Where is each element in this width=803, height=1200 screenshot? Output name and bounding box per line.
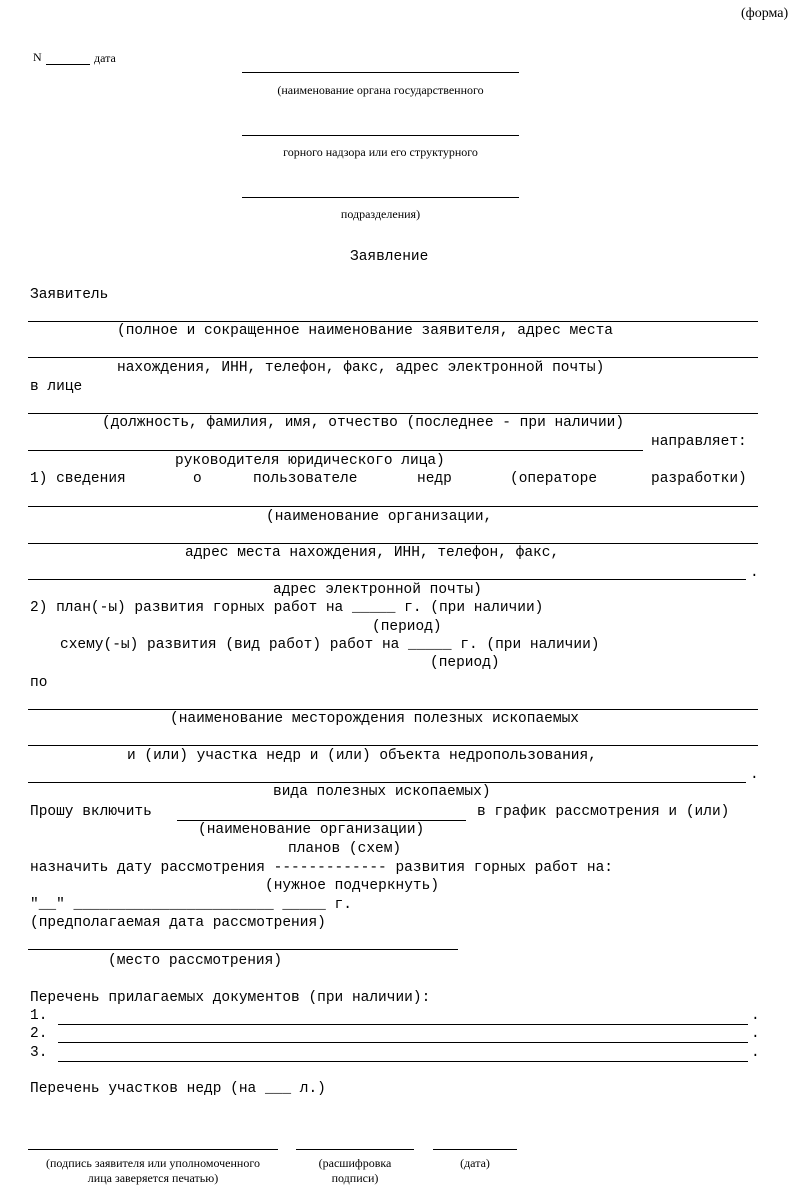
deposit-caption-3: вида полезных ископаемых)	[273, 784, 491, 800]
item1-word-1: 1) сведения	[30, 471, 126, 487]
deposit-line-2[interactable]	[28, 745, 758, 746]
by-label: по	[30, 675, 48, 691]
include-org-caption: (наименование организации)	[198, 822, 425, 838]
signature-caption-1: (подпись заявителя или уполномоченного	[46, 1156, 260, 1170]
documents-heading: Перечень прилагаемых документов (при наличии):	[30, 990, 431, 1006]
include-org-line[interactable]	[177, 820, 466, 821]
authority-line-2[interactable]	[242, 135, 519, 136]
item1-word-3: пользователе	[253, 471, 358, 487]
form-label: (форма)	[741, 6, 789, 21]
representative-line[interactable]	[28, 413, 758, 414]
authority-caption-3: подразделения)	[340, 207, 421, 221]
authority-caption-1: (наименование органа государственного	[277, 83, 484, 97]
document-item-3-line[interactable]	[58, 1061, 748, 1062]
applicant-caption-3: (должность, фамилия, имя, отчество (последнее - при наличии)	[102, 415, 625, 431]
document-item-1-number: 1.	[30, 1008, 48, 1024]
document-item-2-period: .	[751, 1026, 760, 1042]
item1-line-3[interactable]	[28, 579, 746, 580]
head-line[interactable]	[28, 450, 643, 451]
signature-caption-2: лица заверяется печатью)	[87, 1171, 219, 1185]
item1-word-2: о	[193, 471, 202, 487]
item1-word-6: разработки)	[651, 471, 747, 487]
deposit-line-3[interactable]	[28, 782, 746, 783]
deposit-caption-1: (наименование месторождения полезных ископаемых	[170, 711, 579, 727]
document-item-1-line[interactable]	[58, 1024, 748, 1025]
date-label: дата	[94, 51, 116, 65]
scheme-line: схему(-ы) развития (вид работ) работ на _____ г. (при наличии)	[60, 637, 600, 653]
document-item-3-period: .	[751, 1045, 760, 1061]
applicant-line-1[interactable]	[28, 321, 758, 322]
applicant-caption-2: нахождения, ИНН, телефон, факс, адрес электронной почты)	[117, 360, 605, 376]
include-prefix: Прошу включить	[30, 804, 152, 820]
plan-line: 2) план(-ы) развития горных работ на _____ г. (при наличии)	[30, 600, 544, 616]
signature-line[interactable]	[28, 1149, 278, 1150]
applicant-label: Заявитель	[30, 287, 109, 303]
page-title: Заявление	[350, 249, 429, 265]
plans-caption: планов (схем)	[288, 841, 402, 857]
deposit-caption-2: и (или) участка недр и (или) объекта недропользования,	[127, 748, 597, 764]
item1-word-5: (операторе	[510, 471, 598, 487]
decode-caption-2: подписи)	[331, 1171, 379, 1185]
date-request-line: назначить дату рассмотрения ------------- развития горных работ на:	[30, 860, 613, 876]
authority-line-3[interactable]	[242, 197, 519, 198]
decode-caption-1: (расшифровка	[318, 1156, 392, 1170]
place-line[interactable]	[28, 949, 458, 950]
item1-line-1[interactable]	[28, 506, 758, 507]
applicant-caption-4: руководителя юридического лица)	[175, 453, 445, 469]
date-caption: (дата)	[460, 1156, 490, 1170]
proposed-date-caption: (предполагаемая дата рассмотрения)	[30, 915, 326, 931]
number-prefix: N	[33, 50, 42, 64]
deposit-line-1[interactable]	[28, 709, 758, 710]
underline-caption: (нужное подчеркнуть)	[265, 878, 440, 894]
authority-caption-2: горного надзора или его структурного	[283, 145, 478, 159]
applicant-caption-1: (полное и сокращенное наименование заявителя, адрес места	[117, 323, 613, 339]
include-suffix: в график рассмотрения и (или)	[477, 804, 730, 820]
signature-date-line[interactable]	[433, 1149, 517, 1150]
item1-line-2[interactable]	[28, 543, 758, 544]
signature-decode-line[interactable]	[296, 1149, 414, 1150]
number-field[interactable]	[46, 64, 90, 65]
authority-line-1[interactable]	[242, 72, 519, 73]
proposed-date-field[interactable]: "__" _______________________ _____ г.	[30, 897, 352, 913]
scheme-period-caption: (период)	[430, 655, 500, 671]
in-person-label: в лице	[30, 379, 83, 395]
plan-period-caption: (период)	[372, 619, 442, 635]
place-caption: (место рассмотрения)	[108, 953, 283, 969]
document-item-2-line[interactable]	[58, 1042, 748, 1043]
item1-word-4: недр	[417, 471, 452, 487]
item1-period: .	[750, 565, 759, 581]
item1-caption-1: (наименование организации,	[266, 509, 493, 525]
plots-text: Перечень участков недр (на ___ л.)	[30, 1081, 326, 1097]
deposit-period: .	[750, 767, 759, 783]
item1-caption-2: адрес места нахождения, ИНН, телефон, факс,	[185, 545, 560, 561]
applicant-line-2[interactable]	[28, 357, 758, 358]
sends-label: направляет:	[651, 434, 747, 450]
document-item-1-period: .	[751, 1008, 760, 1024]
document-item-2-number: 2.	[30, 1026, 48, 1042]
item1-caption-3: адрес электронной почты)	[273, 582, 482, 598]
document-item-3-number: 3.	[30, 1045, 48, 1061]
